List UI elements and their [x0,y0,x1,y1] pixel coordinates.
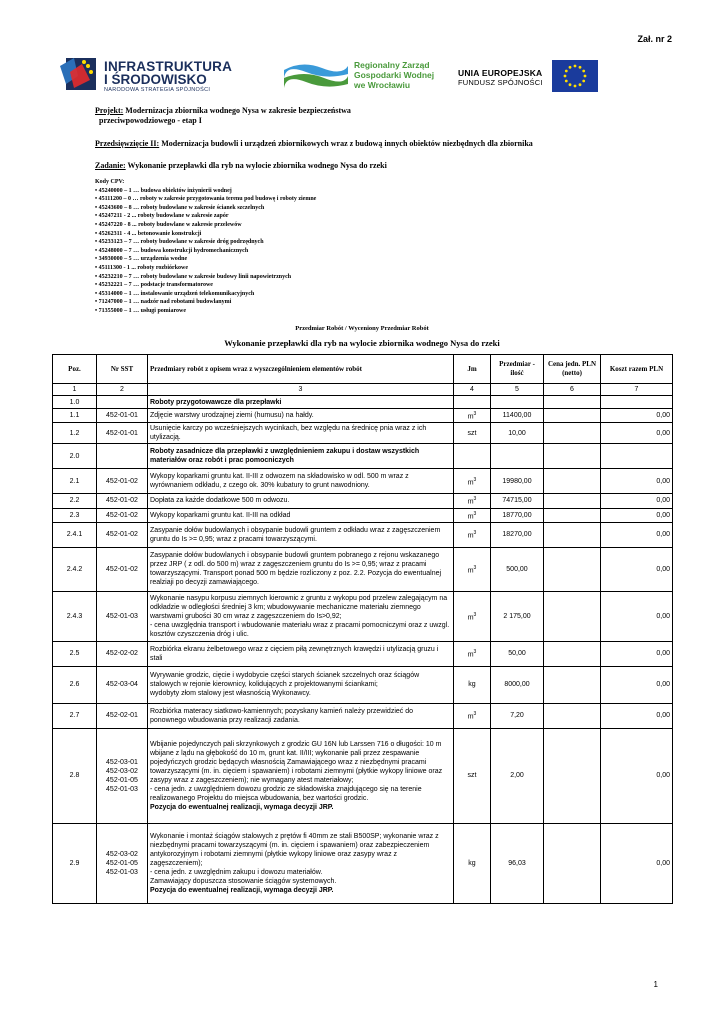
cell-unit [454,444,491,469]
project-block [95,106,351,126]
cell-quantity: 2,00 [491,728,544,823]
cpv-item: • 45247220 - 8 ... roboty budowlane w zakresie przelewów [95,221,242,228]
cell-unit: $m^3$ [454,508,491,522]
cell-quantity: 10,00 [491,423,544,444]
cpv-item: • 71247000 – 1 … nadzór nad robotami budowlanymi [95,299,232,306]
cell-poz: 2.4.1 [53,522,97,547]
cpv-item: • 45314000 – 1 … instalowanie urządzeń telekomunikacyjnych [95,290,255,297]
table-title: Wykonanie przepławki dla ryb na wylocie zbiornika wodnego Nysa do rzeki [224,338,500,348]
description-line: Wyrywanie grodzic, cięcie i wydobycie części starych ścianek szczelnych oraz ściągów stalowych w rejonie kierownicy, kolidujących z projektowanymi ściankami; [150,672,420,689]
cell-sst: 452-02-01 [97,703,148,728]
description-line: Pozycja do ewentualnej realizacji, wymaga decyzji JRP. [150,803,334,811]
description-line: Rozbiórka materacy siatkowo-kamiennych; pozyskany kamień należy przewidzieć do ponownego wbudowania przy realizacji zadania. [150,707,414,724]
cell-unit-price [544,522,601,547]
cell-unit-price [544,409,601,423]
cell-total-cost [601,396,673,409]
cell-unit: kg [454,823,491,903]
unit-text: m [467,413,474,421]
unit-text: m [467,651,474,659]
cell-quantity: 74715,00 [491,494,544,508]
cpv-item: • 45232221 – 7 … podstacje transformatorowe [95,282,213,289]
cell-unit: $m^3$ [454,547,491,591]
cell-quantity: 50,00 [491,641,544,666]
cell-unit-price [544,591,601,641]
cell-sst: 452-01-02 [97,547,148,591]
cell-quantity: 11400,00 [491,409,544,423]
logo-bar [60,54,670,100]
cell-total-cost [601,444,673,469]
description-line: Usunięcie karczy po wcześniejszych wycinkach, bez względu na średnicę pnia wraz z ich utylizacją. [150,425,427,442]
cell-description [148,666,454,703]
table-row [53,469,673,494]
cpv-item: • 45240000 – 1 … budowa obiektów inżynierii wodnej [95,187,232,194]
cell-quantity: 500,00 [491,547,544,591]
cell-poz: 1.0 [53,396,97,409]
cell-sst: 452-03-02 452-01-05 452-01-03 [97,823,148,903]
cell-total-cost: 0,00 [601,591,673,641]
col-number: 6 [544,384,601,396]
description-line: Roboty zasadnicze dla przepławki z uwzględnieniem zakupu i dostaw wszystkich materiałów oraz robót i prac pomocniczych [150,448,420,465]
cell-unit: $m^3$ [454,409,491,423]
cell-unit: kg [454,666,491,703]
cell-total-cost: 0,00 [601,522,673,547]
cell-quantity: 18270,00 [491,522,544,547]
infrastruktura-emblem-icon [60,54,100,94]
description-line: Roboty przygotowawcze dla przepławki [150,398,282,406]
cell-quantity [491,396,544,409]
estimate-table [52,354,673,904]
cell-description [148,522,454,547]
col-header-jm: Jm [454,355,491,384]
cell-description [148,547,454,591]
description-line: Pozycja do ewentualnej realizacji, wymaga decyzji JRP. [150,886,334,894]
description-line: - cena jedn. z uwzględniem dowozu grodzic ze składowiska znajdującego się na terenie realizowanego Projektu do miejsca wbudowania, bez wartości grodzic. [150,785,422,802]
description-line: Zdjęcie warstwy urodzajnej ziemi (humusu) na hałdy. [150,412,314,420]
cell-unit: $m^3$ [454,703,491,728]
project-label: Projekt: [95,106,124,115]
unit-text: m [467,567,474,575]
cell-sst: 452-01-02 [97,522,148,547]
rz-line3: we Wrocławiu [354,80,411,90]
cell-sst: 452-01-01 [97,423,148,444]
document-subtitle: Przedmiar Robót / Wyceniony Przedmiar Robót [295,325,429,332]
cell-sst: 452-01-02 [97,508,148,522]
cell-total-cost: 0,00 [601,494,673,508]
col-number: 2 [97,384,148,396]
cell-unit: $m^3$ [454,469,491,494]
eu-logo [458,60,658,100]
project-text2: przeciwpowodziowego - etap I [99,116,202,125]
cpv-item: • 45111200 – 0 … roboty w zakresie przygotowania terenu pod budowę i roboty ziemne [95,196,317,203]
cell-unit-price [544,444,601,469]
cell-quantity: 19980,00 [491,469,544,494]
cell-poz: 1.2 [53,423,97,444]
table-row [53,508,673,522]
cpv-item: • 45232210 – 7 … roboty budowlane w zakresie budowy linii napowietrznych [95,273,292,280]
description-line: Rozbiórka ekranu żelbetowego wraz z cięciem piłą zewnętrznych krawędzi i utylizacją gruzu i stali [150,645,439,662]
col-number: 4 [454,384,491,396]
undertaking-label: Przedsięwzięcie II: [95,139,160,148]
table-row [53,823,673,903]
cell-total-cost: 0,00 [601,641,673,666]
description-line: Wykopy koparkami gruntu kat. II-III na odkład [150,511,291,519]
cell-unit: szt [454,423,491,444]
page-number: 1 [653,980,658,989]
description-line: - cena uwzględnia transport i wbudowanie materiału wraz z pracami pomocniczymi oraz z uwzgl. kosztów czyszczenia dróg i ulic. [150,621,450,638]
table-row [53,409,673,423]
cpv-item: • 34930000 – 5 … urządzenia wodne [95,256,188,263]
infrastruktura-logo [60,54,233,98]
cpv-item: • 71355000 – 1 … usługi pomiarowe [95,307,186,314]
cell-unit-price [544,423,601,444]
unit-text: m [467,498,474,506]
cell-total-cost: 0,00 [601,409,673,423]
cell-total-cost: 0,00 [601,823,673,903]
cell-total-cost: 0,00 [601,423,673,444]
description-line: Dopłata za każde dodatkowe 500 m odwozu. [150,497,290,505]
cell-quantity [491,444,544,469]
cell-quantity: 7,20 [491,703,544,728]
is-line3: NARODOWA STRATEGIA SPÓJNOŚCI [104,87,211,93]
cell-unit-price [544,396,601,409]
cell-sst [97,396,148,409]
cell-unit-price [544,728,601,823]
rzgw-logo [282,54,442,98]
cell-description [148,409,454,423]
description-line: Zasypanie dołów budowlanych i obsypanie budowli gruntem z odkładu wraz z zagęszczeniem gruntu do Is >= 0,95; wraz z pracami towarzyszącymi. [150,526,441,543]
cell-total-cost: 0,00 [601,547,673,591]
cell-description [148,423,454,444]
cell-sst: 452-01-02 [97,494,148,508]
col-header-qty: Przedmiar - ilość [491,355,544,384]
cell-sst: 452-01-03 [97,591,148,641]
col-number: 7 [601,384,673,396]
cpv-item: • 45247211 - 2 ... roboty budowlane w zakresie zapór [95,213,229,220]
eu-flag-icon [552,60,598,92]
cell-description [148,396,454,409]
cpv-item: • 45243600 – 8 … roboty budowlane w zakresie ścianek szczelnych [95,204,265,211]
task-label: Zadanie: [95,161,126,170]
description-line: Wykonanie i montaż ściągów stalowych z prętów fi 40mm ze stali B500SP; wykonanie wraz z niezbędnymi pracami towarzyszącymi (m. in. cięciem i spawaniem) oraz zabezpieczeniem antykorozyjnym i robotami ziemnymi (płytkie wykopy liniowe oraz zasypy wraz z zagęszczeniem); [150,832,439,867]
table-body [53,396,673,904]
cell-description [148,494,454,508]
cell-description [148,728,454,823]
undertaking-text: Modernizacja budowli i urządzeń zbiornikowych wraz z budową innych obiektów niezbędnych dla zbiornika [159,139,533,148]
attachment-number: Zał. nr 2 [637,34,672,44]
undertaking-block [95,139,533,149]
cell-unit [454,396,491,409]
cell-description [148,591,454,641]
col-number: 5 [491,384,544,396]
ue-line2: FUNDUSZ SPÓJNOŚCI [458,78,543,87]
table-row [53,728,673,823]
table-header-row [53,355,673,384]
task-text: Wykonanie przepławki dla ryb na wylocie zbiornika wodnego Nysa do rzeki [125,161,387,170]
cell-poz: 2.6 [53,666,97,703]
cell-unit: $m^3$ [454,522,491,547]
table-row [53,494,673,508]
cell-total-cost: 0,00 [601,728,673,823]
col-header-sst: Nr SST [97,355,148,384]
table-number-row [53,384,673,396]
cpv-item: • 45248000 – 7 … budowa konstrukcji hydromechanicznych [95,247,249,254]
is-line2: I ŚRODOWISKO [104,72,207,87]
col-header-poz: Poz. [53,355,97,384]
cell-quantity: 8000,00 [491,666,544,703]
cell-poz: 2.4.2 [53,547,97,591]
cell-description [148,823,454,903]
unit-text: m [467,713,474,721]
cell-description [148,444,454,469]
cell-total-cost: 0,00 [601,666,673,703]
table-row [53,703,673,728]
cell-unit-price [544,823,601,903]
cell-poz: 2.1 [53,469,97,494]
table-row [53,666,673,703]
table-row [53,591,673,641]
table-row [53,641,673,666]
cell-unit-price [544,641,601,666]
description-line: Zamawiający dopuszcza stosowanie ściągów systemowych. [150,877,337,885]
cell-quantity: 96,03 [491,823,544,903]
cell-poz: 1.1 [53,409,97,423]
cpv-item: • 45233123 – 7 … roboty budowlane w zakresie dróg podrzędnych [95,239,264,246]
cell-description [148,703,454,728]
description-line: Wbijanie pojedynczych pali skrzynkowych z grodzic GU 16N lub Larssen 716 o długości: 10 m wbijane z lądu na głębokość do 10 m, grunt kat. II/III; wykonanie pali przez zespawanie pojedyńczych grodzic będących własnością Zamawiającego wraz z niezbędnymi pracami towarzyszącymi (m. in. cięciem i spawaniem) i robotami ziemnymi (płytkie wykopy liniowe oraz zasypy wraz z zagęszczeniem); nie wymagany atest materiałowy; [150,740,443,784]
table-row [53,423,673,444]
cell-sst: 452-01-02 [97,469,148,494]
cell-unit-price [544,666,601,703]
table-row [53,547,673,591]
cell-sst: 452-02-02 [97,641,148,666]
col-header-desc: Przedmiary robót z opisem wraz z wyszczególnieniem elementów robót [148,355,454,384]
cell-description [148,469,454,494]
cell-unit: szt [454,728,491,823]
rz-line1: Regionalny Zarząd [354,60,430,70]
cell-poz: 2.0 [53,444,97,469]
cell-unit-price [544,703,601,728]
description-line: wydobyty złom stalowy jest własnością Wykonawcy. [150,690,311,698]
cell-total-cost: 0,00 [601,508,673,522]
cell-sst: 452-01-01 [97,409,148,423]
col-number: 3 [148,384,454,396]
unit-text: m [467,532,474,540]
cell-total-cost: 0,00 [601,469,673,494]
cell-total-cost: 0,00 [601,703,673,728]
col-header-cost: Koszt razem PLN [601,355,673,384]
cpv-item: • 45262311 - 4 ... betonowanie konstrukcji [95,230,202,237]
cell-poz: 2.8 [53,728,97,823]
cell-unit: $m^3$ [454,641,491,666]
is-line1: INFRASTRUKTURA [104,59,233,74]
table-row [53,444,673,469]
task-block [95,161,387,171]
cell-poz: 2.5 [53,641,97,666]
description-line: Zasypanie dołów budowlanych i obsypanie budowli gruntem pobranego z rejonu wskazanego przez JRP ( z odl. do 500 m) wraz z zagęszczeniem gruntu do Is >= 0,95; wraz z pracami towarzyszącymi. Transport ponad 500 m będzie rozliczony z poz. 2.2. Pozycja do ewentualnej realziaji po decyzji zamawiającego. [150,552,442,587]
unit-text: m [467,614,474,622]
cpv-item: • 45111300 - 1 ... roboty rozbiórkowe [95,264,189,271]
cell-unit-price [544,508,601,522]
cell-unit: $m^3$ [454,591,491,641]
cell-unit: $m^3$ [454,494,491,508]
ue-line1: UNIA EUROPEJSKA [458,68,543,78]
cpv-list [95,178,316,316]
cell-poz: 2.9 [53,823,97,903]
unit-text: m [467,512,474,520]
col-number: 1 [53,384,97,396]
rz-line2: Gospodarki Wodnej [354,70,435,80]
cpv-title: Kody CPV: [95,179,125,185]
description-line: - cena jedn. z uwzględnim zakupu i dowozu materiałów. [150,868,323,876]
cell-description [148,508,454,522]
cell-sst: 452-03-04 [97,666,148,703]
cell-poz: 2.7 [53,703,97,728]
cell-unit-price [544,469,601,494]
cell-poz: 2.3 [53,508,97,522]
col-header-price: Cena jedn. PLN (netto) [544,355,601,384]
description-line: Wykonanie nasypu korpusu ziemnych kierownic z gruntu z wykopu pod przelew zalegającym na odkładzie w odległości średniej 3 km; wbudowywanie mechaniczne materiału ziemnego warstwami grubości 30 cm wraz z zagęszczeniem do Is>0,92; [150,594,448,620]
project-text1: Modernizacja zbiornika wodnego Nysa w zakresie bezpieczeństwa [123,106,351,115]
cell-sst: 452-03-01 452-03-02 452-01-05 452-01-03 [97,728,148,823]
cell-poz: 2.4.3 [53,591,97,641]
cell-quantity: 2 175,00 [491,591,544,641]
unit-text: m [467,478,474,486]
description-line: Wykopy koparkami gruntu kat. II-III z odwozem na składowisko w odl. 500 m wraz z wyrównaniem odkładu, z czego ok. 30% kubatury to grunt nawodniony. [150,473,409,490]
table-row [53,396,673,409]
cell-quantity: 18770,00 [491,508,544,522]
cell-description [148,641,454,666]
rzgw-wave-icon [282,60,350,90]
cell-sst [97,444,148,469]
cell-unit-price [544,494,601,508]
cell-poz: 2.2 [53,494,97,508]
table-row [53,522,673,547]
cell-unit-price [544,547,601,591]
